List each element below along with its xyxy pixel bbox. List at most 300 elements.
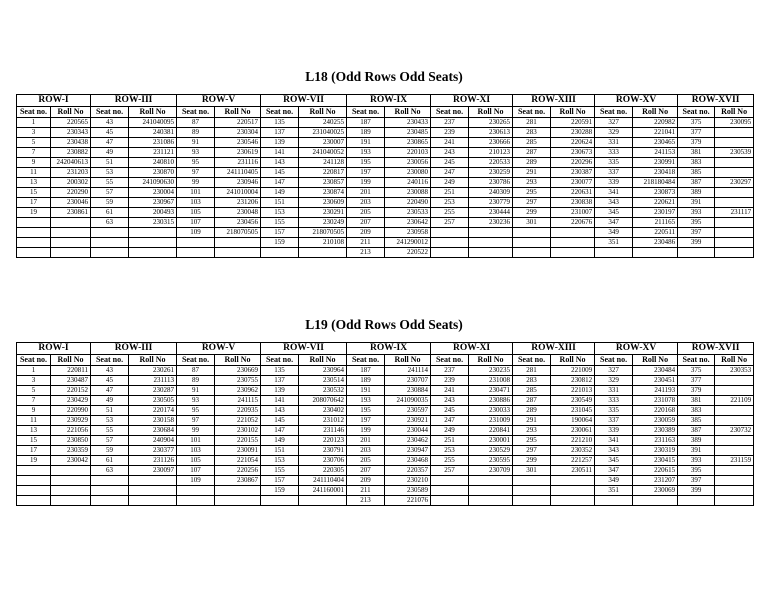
seat-number-cell: 377 <box>678 128 715 138</box>
roll-number-cell: 221054 <box>215 456 261 466</box>
roll-number-cell <box>715 158 754 168</box>
roll-number-cell: 230001 <box>469 436 513 446</box>
seat-number-cell: 343 <box>595 446 633 456</box>
seat-number-cell: 55 <box>91 178 129 188</box>
roll-number-cell: 230235 <box>469 366 513 376</box>
roll-number-cell <box>715 446 754 456</box>
roll-number-cell: 230056 <box>385 158 431 168</box>
empty-cell <box>513 238 551 248</box>
seat-no-header: Seat no. <box>347 107 385 118</box>
row-group-header: ROW-I <box>17 95 91 107</box>
seat-number-cell: 51 <box>91 158 129 168</box>
seat-number-cell: 211 <box>347 486 385 496</box>
roll-number-cell: 230236 <box>469 218 513 228</box>
empty-cell <box>469 476 513 486</box>
seat-number-cell: 285 <box>513 386 551 396</box>
roll-number-cell: 208070642 <box>299 396 347 406</box>
seat-number-cell: 213 <box>347 248 385 258</box>
roll-number-cell: 230609 <box>299 198 347 208</box>
roll-number-cell: 221009 <box>551 366 595 376</box>
roll-number-cell: 230589 <box>385 486 431 496</box>
seat-number-cell: 87 <box>177 118 215 128</box>
roll-number-cell: 241290012 <box>385 238 431 248</box>
seat-number-cell: 241 <box>431 386 469 396</box>
roll-number-cell: 241128 <box>299 158 347 168</box>
seat-number-cell: 243 <box>431 396 469 406</box>
empty-cell <box>633 248 678 258</box>
seat-number-cell: 91 <box>177 386 215 396</box>
roll-number-cell <box>715 466 754 476</box>
seat-number-cell: 393 <box>678 208 715 218</box>
seat-number-cell: 155 <box>261 218 299 228</box>
seat-number-cell: 241 <box>431 138 469 148</box>
roll-number-cell: 230707 <box>385 376 431 386</box>
roll-no-header: Roll No <box>215 355 261 366</box>
roll-number-cell: 230048 <box>215 208 261 218</box>
table-row <box>17 218 754 228</box>
roll-number-cell: 230315 <box>129 218 177 228</box>
roll-number-cell: 220168 <box>633 406 678 416</box>
seat-number-cell: 101 <box>177 436 215 446</box>
empty-cell <box>469 486 513 496</box>
empty-cell <box>91 496 129 506</box>
seat-number-cell: 87 <box>177 366 215 376</box>
seat-number-cell: 15 <box>17 436 51 446</box>
roll-number-cell: 241160001 <box>299 486 347 496</box>
roll-number-cell: 230597 <box>385 406 431 416</box>
roll-number-cell: 220621 <box>633 198 678 208</box>
seat-number-cell: 187 <box>347 366 385 376</box>
seat-number-cell: 95 <box>177 158 215 168</box>
seat-number-cell: 105 <box>177 456 215 466</box>
seat-number-cell: 159 <box>261 238 299 248</box>
seat-number-cell: 157 <box>261 228 299 238</box>
roll-number-cell: 230613 <box>469 128 513 138</box>
roll-number-cell: 230595 <box>469 456 513 466</box>
seat-number-cell: 333 <box>595 148 633 158</box>
roll-number-cell: 220296 <box>551 158 595 168</box>
seat-number-cell: 11 <box>17 416 51 426</box>
seat-number-cell: 257 <box>431 466 469 476</box>
roll-number-cell: 230486 <box>633 238 678 248</box>
roll-number-cell: 241110405 <box>215 168 261 178</box>
roll-number-cell: 230091 <box>215 446 261 456</box>
seat-number-cell: 341 <box>595 188 633 198</box>
empty-cell <box>91 476 129 486</box>
seat-number-cell: 255 <box>431 456 469 466</box>
empty-cell <box>431 486 469 496</box>
seating-table <box>16 94 754 258</box>
empty-cell <box>177 486 215 496</box>
seat-number-cell: 389 <box>678 436 715 446</box>
seat-number-cell: 199 <box>347 178 385 188</box>
seat-number-cell: 337 <box>595 168 633 178</box>
roll-number-cell: 230485 <box>385 128 431 138</box>
roll-no-header: Roll No <box>51 355 91 366</box>
roll-number-cell: 230786 <box>469 178 513 188</box>
seat-no-header: Seat no. <box>595 107 633 118</box>
seat-number-cell: 287 <box>513 148 551 158</box>
roll-number-cell: 220357 <box>385 466 431 476</box>
seat-no-header: Seat no. <box>91 355 129 366</box>
seat-number-cell: 335 <box>595 158 633 168</box>
empty-cell <box>17 466 51 476</box>
empty-cell <box>177 248 215 258</box>
empty-cell <box>177 496 215 506</box>
seat-number-cell: 251 <box>431 188 469 198</box>
seat-number-cell: 253 <box>431 446 469 456</box>
roll-number-cell: 241114 <box>385 366 431 376</box>
seat-number-cell: 9 <box>17 406 51 416</box>
seat-number-cell: 349 <box>595 476 633 486</box>
seat-number-cell: 201 <box>347 188 385 198</box>
roll-no-header: Roll No <box>551 107 595 118</box>
seat-number-cell: 291 <box>513 168 551 178</box>
roll-number-cell: 230261 <box>129 366 177 376</box>
roll-no-header: Roll No <box>633 107 678 118</box>
empty-cell <box>51 486 91 496</box>
roll-number-cell: 210123 <box>469 148 513 158</box>
roll-number-cell: 218070505 <box>215 228 261 238</box>
seat-number-cell: 19 <box>17 456 51 466</box>
roll-no-header: Roll No <box>299 355 347 366</box>
row-group-header: ROW-I <box>17 343 91 355</box>
roll-number-cell: 231159 <box>715 456 754 466</box>
empty-cell <box>17 248 51 258</box>
roll-number-cell: 230529 <box>469 446 513 456</box>
seat-number-cell: 399 <box>678 486 715 496</box>
empty-cell <box>51 248 91 258</box>
table-row <box>17 188 754 198</box>
empty-cell <box>431 248 469 258</box>
seat-number-cell: 147 <box>261 178 299 188</box>
seat-number-cell: 153 <box>261 208 299 218</box>
seat-no-header: Seat no. <box>347 355 385 366</box>
seat-number-cell: 107 <box>177 466 215 476</box>
roll-number-cell: 220817 <box>299 168 347 178</box>
roll-number-cell: 200493 <box>129 208 177 218</box>
seat-number-cell: 13 <box>17 426 51 436</box>
seat-number-cell: 59 <box>91 446 129 456</box>
seat-no-header: Seat no. <box>431 107 469 118</box>
seat-number-cell: 43 <box>91 366 129 376</box>
empty-cell <box>715 248 754 258</box>
roll-number-cell: 220152 <box>51 386 91 396</box>
roll-number-cell: 231012 <box>299 416 347 426</box>
roll-number-cell: 230004 <box>129 188 177 198</box>
empty-cell <box>513 476 551 486</box>
seat-number-cell: 397 <box>678 228 715 238</box>
roll-number-cell: 240810 <box>129 158 177 168</box>
row-group-header: ROW-IX <box>347 343 431 355</box>
roll-no-header: Roll No <box>715 355 754 366</box>
seat-number-cell: 3 <box>17 128 51 138</box>
roll-number-cell: 220256 <box>215 466 261 476</box>
seat-number-cell: 345 <box>595 208 633 218</box>
seat-number-cell: 381 <box>678 396 715 406</box>
table-row <box>17 138 754 148</box>
roll-number-cell: 221052 <box>215 416 261 426</box>
seat-number-cell: 47 <box>91 138 129 148</box>
row-group-header: ROW-V <box>177 343 261 355</box>
seat-number-cell: 375 <box>678 366 715 376</box>
seat-number-cell: 51 <box>91 406 129 416</box>
roll-number-cell: 220123 <box>299 436 347 446</box>
seat-number-cell: 7 <box>17 148 51 158</box>
row-group-header: ROW-XI <box>431 95 513 107</box>
roll-number-cell: 230444 <box>469 208 513 218</box>
seat-no-header: Seat no. <box>678 355 715 366</box>
roll-number-cell: 221257 <box>551 456 595 466</box>
roll-number-cell: 230080 <box>385 168 431 178</box>
seat-number-cell: 63 <box>91 466 129 476</box>
roll-number-cell: 230755 <box>215 376 261 386</box>
roll-number-cell: 230549 <box>551 396 595 406</box>
empty-cell <box>177 238 215 248</box>
roll-number-cell: 230873 <box>633 188 678 198</box>
table-row <box>17 416 754 426</box>
roll-no-header: Roll No <box>129 107 177 118</box>
seat-number-cell: 151 <box>261 198 299 208</box>
seat-number-cell: 339 <box>595 426 633 436</box>
seat-number-cell: 391 <box>678 198 715 208</box>
roll-number-cell: 230415 <box>633 456 678 466</box>
roll-number-cell: 230465 <box>633 138 678 148</box>
seat-number-cell: 49 <box>91 148 129 158</box>
roll-number-cell: 230619 <box>215 148 261 158</box>
seat-number-cell: 387 <box>678 178 715 188</box>
seat-number-cell: 383 <box>678 406 715 416</box>
seat-number-cell: 155 <box>261 466 299 476</box>
roll-number-cell: 240255 <box>299 118 347 128</box>
roll-number-cell: 241153 <box>633 148 678 158</box>
roll-number-cell: 211165 <box>633 218 678 228</box>
seat-number-cell: 109 <box>177 228 215 238</box>
roll-number-cell: 220103 <box>385 148 431 158</box>
seat-number-cell: 5 <box>17 386 51 396</box>
seat-number-cell: 247 <box>431 416 469 426</box>
empty-cell <box>261 248 299 258</box>
roll-number-cell: 240309 <box>469 188 513 198</box>
roll-number-cell: 230532 <box>299 386 347 396</box>
roll-number-cell <box>715 386 754 396</box>
roll-number-cell: 240381 <box>129 128 177 138</box>
roll-number-cell: 230812 <box>551 376 595 386</box>
roll-number-cell: 241193 <box>633 386 678 396</box>
roll-number-cell: 221056 <box>51 426 91 436</box>
table-row <box>17 476 754 486</box>
seat-number-cell: 17 <box>17 446 51 456</box>
roll-number-cell: 230471 <box>469 386 513 396</box>
roll-number-cell: 230462 <box>385 436 431 446</box>
roll-number-cell: 231086 <box>129 138 177 148</box>
roll-number-cell: 230511 <box>551 466 595 476</box>
seat-number-cell: 59 <box>91 198 129 208</box>
seat-number-cell: 297 <box>513 198 551 208</box>
roll-number-cell: 220624 <box>551 138 595 148</box>
roll-number-cell: 230088 <box>385 188 431 198</box>
seat-number-cell: 145 <box>261 168 299 178</box>
seat-number-cell: 237 <box>431 366 469 376</box>
table-row <box>17 228 754 238</box>
table-row <box>17 436 754 446</box>
seat-number-cell: 351 <box>595 238 633 248</box>
roll-number-cell: 230865 <box>385 138 431 148</box>
seat-number-cell: 249 <box>431 178 469 188</box>
empty-cell <box>215 496 261 506</box>
roll-number-cell <box>715 188 754 198</box>
table-row <box>17 426 754 436</box>
roll-no-header: Roll No <box>633 355 678 366</box>
seat-number-cell: 3 <box>17 376 51 386</box>
empty-cell <box>129 486 177 496</box>
seat-number-cell: 137 <box>261 128 299 138</box>
roll-number-cell: 230732 <box>715 426 754 436</box>
empty-cell <box>91 228 129 238</box>
roll-number-cell: 230377 <box>129 446 177 456</box>
seat-number-cell: 257 <box>431 218 469 228</box>
seat-number-cell: 295 <box>513 188 551 198</box>
roll-no-header: Roll No <box>215 107 261 118</box>
seat-number-cell: 203 <box>347 198 385 208</box>
roll-number-cell: 230857 <box>299 178 347 188</box>
seat-number-cell: 17 <box>17 198 51 208</box>
seat-number-cell: 139 <box>261 138 299 148</box>
empty-cell <box>469 238 513 248</box>
roll-number-cell: 231116 <box>215 158 261 168</box>
roll-no-header: Roll No <box>51 107 91 118</box>
seat-no-header: Seat no. <box>261 355 299 366</box>
roll-number-cell: 230158 <box>129 416 177 426</box>
roll-number-cell <box>715 228 754 238</box>
empty-cell <box>431 496 469 506</box>
roll-number-cell: 230882 <box>51 148 91 158</box>
empty-cell <box>469 228 513 238</box>
seat-number-cell: 301 <box>513 218 551 228</box>
seat-number-cell: 189 <box>347 128 385 138</box>
table-row <box>17 486 754 496</box>
empty-cell <box>633 496 678 506</box>
seat-number-cell: 103 <box>177 198 215 208</box>
roll-number-cell: 220565 <box>51 118 91 128</box>
roll-number-cell: 231203 <box>51 168 91 178</box>
empty-cell <box>431 228 469 238</box>
empty-cell <box>469 248 513 258</box>
empty-cell <box>513 486 551 496</box>
seat-no-header: Seat no. <box>91 107 129 118</box>
seat-number-cell: 293 <box>513 426 551 436</box>
table-row <box>17 366 754 376</box>
seat-number-cell: 91 <box>177 138 215 148</box>
roll-number-cell: 230402 <box>299 406 347 416</box>
seat-number-cell: 101 <box>177 188 215 198</box>
roll-number-cell: 230044 <box>385 426 431 436</box>
roll-number-cell: 221109 <box>715 396 754 406</box>
seat-number-cell: 57 <box>91 436 129 446</box>
seat-number-cell: 61 <box>91 208 129 218</box>
seat-number-cell: 197 <box>347 168 385 178</box>
roll-number-cell: 241090035 <box>385 396 431 406</box>
seat-number-cell: 335 <box>595 406 633 416</box>
seat-number-cell: 141 <box>261 396 299 406</box>
seat-number-cell: 299 <box>513 456 551 466</box>
roll-number-cell: 230097 <box>129 466 177 476</box>
roll-number-cell: 230958 <box>385 228 431 238</box>
roll-number-cell: 220982 <box>633 118 678 128</box>
empty-cell <box>431 476 469 486</box>
seat-number-cell: 19 <box>17 208 51 218</box>
roll-number-cell: 230265 <box>469 118 513 128</box>
seat-number-cell: 239 <box>431 376 469 386</box>
seat-number-cell: 5 <box>17 138 51 148</box>
roll-number-cell: 230197 <box>633 208 678 218</box>
seat-number-cell: 1 <box>17 366 51 376</box>
roll-number-cell: 230046 <box>51 198 91 208</box>
seat-number-cell: 289 <box>513 406 551 416</box>
roll-number-cell: 230642 <box>385 218 431 228</box>
seat-number-cell: 393 <box>678 456 715 466</box>
seat-number-cell: 199 <box>347 426 385 436</box>
empty-cell <box>678 248 715 258</box>
seat-number-cell: 289 <box>513 158 551 168</box>
empty-cell <box>91 486 129 496</box>
seat-number-cell: 347 <box>595 218 633 228</box>
seat-no-header: Seat no. <box>678 107 715 118</box>
roll-number-cell <box>715 416 754 426</box>
seat-number-cell: 99 <box>177 178 215 188</box>
roll-number-cell: 241110404 <box>299 476 347 486</box>
roll-no-header: Roll No <box>299 107 347 118</box>
seat-number-cell: 11 <box>17 168 51 178</box>
seat-no-header: Seat no. <box>17 107 51 118</box>
roll-number-cell: 230505 <box>129 396 177 406</box>
roll-number-cell: 210108 <box>299 238 347 248</box>
empty-cell <box>551 496 595 506</box>
roll-number-cell: 230433 <box>385 118 431 128</box>
roll-no-header: Roll No <box>551 355 595 366</box>
roll-number-cell: 230921 <box>385 416 431 426</box>
empty-cell <box>91 248 129 258</box>
seat-number-cell: 211 <box>347 238 385 248</box>
roll-number-cell: 230962 <box>215 386 261 396</box>
empty-cell <box>469 496 513 506</box>
roll-number-cell: 220522 <box>385 248 431 258</box>
roll-number-cell: 230033 <box>469 406 513 416</box>
seat-number-cell: 395 <box>678 466 715 476</box>
seat-number-cell: 47 <box>91 386 129 396</box>
seat-number-cell: 285 <box>513 138 551 148</box>
roll-number-cell: 230456 <box>215 218 261 228</box>
roll-number-cell: 241090630 <box>129 178 177 188</box>
section-title: L18 (Odd Rows Odd Seats) <box>305 69 463 84</box>
table-row <box>17 118 754 128</box>
seat-number-cell: 157 <box>261 476 299 486</box>
seat-number-cell: 193 <box>347 148 385 158</box>
table-row <box>17 446 754 456</box>
seat-number-cell: 327 <box>595 366 633 376</box>
table-row <box>17 238 754 248</box>
roll-number-cell: 230666 <box>469 138 513 148</box>
roll-number-cell: 230487 <box>51 376 91 386</box>
seat-number-cell: 379 <box>678 386 715 396</box>
seat-number-cell: 13 <box>17 178 51 188</box>
seat-number-cell: 61 <box>91 456 129 466</box>
seat-number-cell: 197 <box>347 416 385 426</box>
roll-number-cell: 220533 <box>469 158 513 168</box>
roll-number-cell: 230779 <box>469 198 513 208</box>
seat-number-cell: 45 <box>91 376 129 386</box>
seat-number-cell: 213 <box>347 496 385 506</box>
